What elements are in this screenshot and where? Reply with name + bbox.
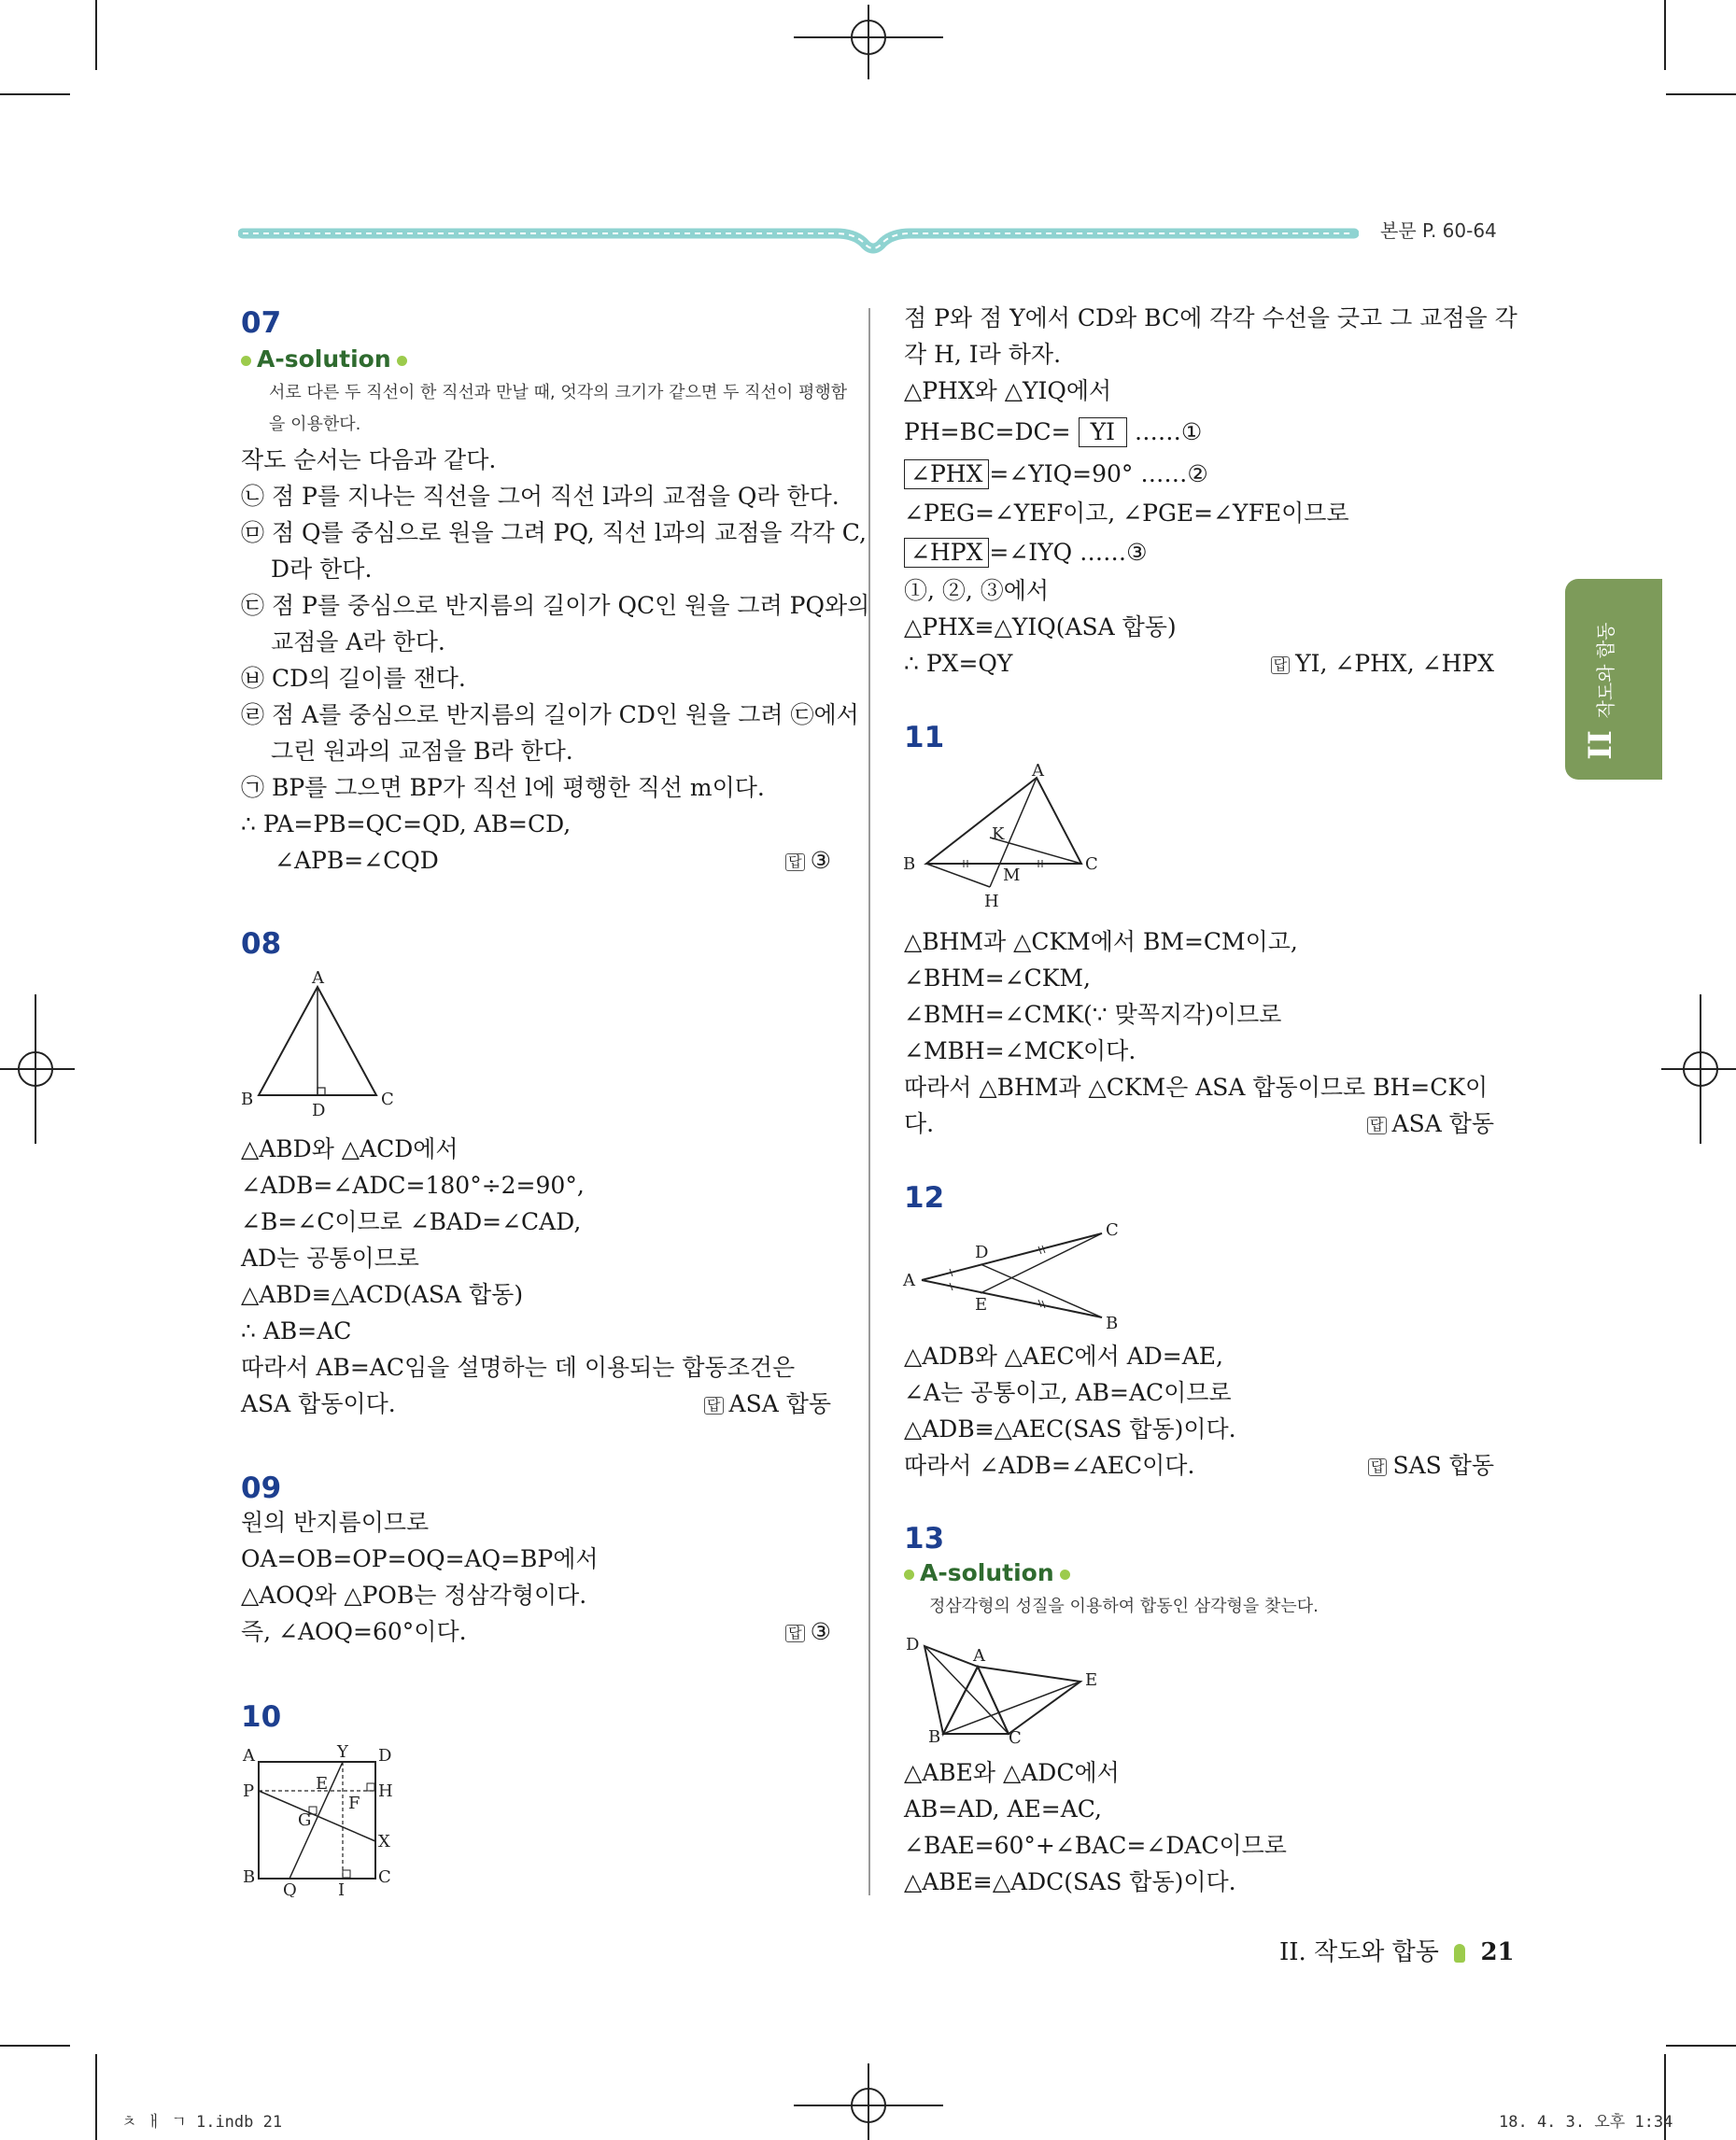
solution-line: ∠PEG=∠YEF이고, ∠PGE=∠YFE이므로 xyxy=(904,500,1349,527)
solution-line: ∠BAE=60°+∠BAC=∠DAC이므로 xyxy=(904,1832,1287,1859)
solution-line: ∠B=∠C이므로 ∠BAD=∠CAD, xyxy=(241,1208,582,1235)
blank-box: YI xyxy=(1079,417,1127,447)
figure-triangle-abc xyxy=(898,761,1104,915)
solution-line: PH=BC=DC= YI ……① xyxy=(904,418,1203,445)
label-p: P xyxy=(243,1781,255,1801)
label-k: K xyxy=(992,824,1005,844)
solution-line: ㉠ BP를 그으면 BP가 직선 l에 평행한 직선 m이다. xyxy=(241,774,765,801)
label-x: X xyxy=(378,1832,390,1851)
solution-line: 교점을 A라 한다. xyxy=(271,628,445,655)
page-number: 21 xyxy=(1480,1938,1515,1966)
registration-mark-bottom xyxy=(794,2063,943,2140)
problem-number: 08 xyxy=(241,927,282,961)
solution-line: ㉤ 점 Q를 중심으로 원을 그려 PQ, 직선 l과의 교점을 각각 C, xyxy=(241,519,867,546)
label-c: C xyxy=(381,1090,394,1109)
crop-mark xyxy=(0,2045,70,2047)
solution-line: ∴ PA=PB=QC=QD, AB=CD, xyxy=(241,810,572,838)
solution-line: 각 H, I라 하자. xyxy=(904,341,1062,368)
solution-line: △ADB와 △AEC에서 AD=AE, xyxy=(904,1343,1223,1370)
label-y: Y xyxy=(337,1742,348,1762)
blank-box: ∠HPX xyxy=(904,538,989,568)
label-m: M xyxy=(1003,866,1021,885)
print-file-info: ㅊ ㅐ ㄱ 1.indb 21 xyxy=(121,2113,283,2132)
solution-line: OA=OB=OP=OQ=AQ=BP에서 xyxy=(241,1545,599,1572)
label-i: I xyxy=(338,1880,346,1897)
answer: 답 SAS 합동 xyxy=(1326,1448,1494,1484)
label-e: E xyxy=(316,1774,329,1794)
solution-line: △PHX와 △YIQ에서 xyxy=(904,377,1112,404)
answer: 답 ③ xyxy=(728,843,831,879)
problem-number: 10 xyxy=(241,1700,282,1734)
solution-line: △ABE≡△ADC(SAS 합동)이다. xyxy=(904,1868,1236,1895)
solution-line: ㉢ 점 P를 중심으로 반지름의 길이가 QC인 원을 그려 PQ와의 xyxy=(241,592,870,619)
label-a: A xyxy=(312,968,324,988)
solution-line: △PHX≡△YIQ(ASA 합동) xyxy=(904,613,1177,641)
label-f: F xyxy=(348,1794,360,1813)
problem-number: 11 xyxy=(904,721,945,754)
a-solution-label: A-solution xyxy=(898,1559,1076,1586)
column-divider xyxy=(868,308,870,1895)
label-a: A xyxy=(903,1271,915,1290)
solution-line: AD는 공통이므로 xyxy=(241,1245,419,1272)
label-g: G xyxy=(298,1810,312,1830)
solution-line: AB=AD, AE=AC, xyxy=(904,1795,1102,1823)
solution-line: ①, ②, ③에서 xyxy=(904,577,1050,604)
solution-line: ∠BHM=∠CKM, xyxy=(904,964,1091,992)
solution-line: ∠A는 공통이고, AB=AC이므로 xyxy=(904,1379,1232,1406)
answer: 답 ③ xyxy=(728,1614,831,1650)
label-b: B xyxy=(243,1867,256,1887)
crop-mark xyxy=(1666,93,1736,95)
answer: 답 ASA 합동 xyxy=(1326,1106,1494,1142)
label-a: A xyxy=(1032,761,1044,781)
solution-line: 그린 원과의 교점을 B라 한다. xyxy=(271,738,573,765)
a-solution-label: A-solution xyxy=(235,345,413,373)
solution-line: △AOQ와 △POB는 정삼각형이다. xyxy=(241,1582,587,1609)
label-c: C xyxy=(1106,1220,1119,1240)
label-b: B xyxy=(928,1727,941,1747)
label-b: B xyxy=(1106,1314,1119,1333)
label-h: H xyxy=(984,892,999,911)
label-e: E xyxy=(975,1295,988,1315)
problem-number: 09 xyxy=(241,1471,282,1505)
registration-mark-top xyxy=(794,5,943,79)
label-c: C xyxy=(1009,1728,1022,1748)
a-solution-note: 서로 다른 두 직선이 한 직선과 만날 때, 엇각의 크기가 같으면 두 직선이 평행함 을 이용한다. xyxy=(269,383,848,434)
page-reference: 본문 P. 60-64 xyxy=(1380,219,1497,242)
label-d: D xyxy=(312,1101,326,1120)
solution-line: ∠APB=∠CQD xyxy=(275,847,439,874)
solution-line: 원의 반지름이므로 xyxy=(241,1509,430,1536)
problem-number: 12 xyxy=(904,1181,945,1215)
solution-line: ∴ PX=QY xyxy=(904,650,1013,677)
side-tab-numeral: II xyxy=(1581,730,1619,760)
label-e: E xyxy=(1085,1670,1098,1690)
label-d: D xyxy=(906,1635,920,1654)
crop-mark xyxy=(1664,0,1666,70)
crop-mark xyxy=(95,2054,97,2140)
figure-two-triangles xyxy=(898,1217,1122,1333)
solution-line: D라 한다. xyxy=(271,556,373,583)
solution-line: ㉥ CD의 길이를 잰다. xyxy=(241,665,466,692)
solution-line: ∠BMH=∠CMK(∵ 맞꼭지각)이므로 xyxy=(904,1001,1282,1028)
solution-line: 따라서 ∠ADB=∠AEC이다. xyxy=(904,1452,1195,1479)
label-q: Q xyxy=(283,1880,297,1897)
solution-line: ∠PHX =∠YIQ=90° ……② xyxy=(904,457,1208,492)
solution-line: ∠HPX =∠IYQ ……③ xyxy=(904,535,1148,570)
answer: 답 YI, ∠PHX, ∠HPX xyxy=(1233,646,1494,682)
solution-line: △ADB≡△AEC(SAS 합동)이다. xyxy=(904,1415,1236,1443)
solution-line: 작도 순서는 다음과 같다. xyxy=(241,446,497,473)
label-h: H xyxy=(378,1781,393,1801)
chapter-side-tab xyxy=(1565,579,1662,780)
header-band xyxy=(238,215,1359,271)
problem-number: 13 xyxy=(904,1522,945,1556)
solution-line: 따라서 △BHM과 △CKM은 ASA 합동이므로 BH=CK이 xyxy=(904,1074,1489,1101)
solution-line: 다. xyxy=(904,1110,935,1137)
solution-line: ∴ AB=AC xyxy=(241,1317,352,1345)
solution-line: △ABD와 △ACD에서 xyxy=(241,1135,459,1162)
figure-equilateral-triangles xyxy=(898,1629,1113,1751)
solution-line: △ABE와 △ADC에서 xyxy=(904,1759,1120,1786)
solution-line: 즉, ∠AOQ=60°이다. xyxy=(241,1618,467,1645)
crop-mark xyxy=(1666,2045,1736,2047)
solution-line: △ABD≡△ACD(ASA 합동) xyxy=(241,1281,524,1308)
print-timestamp: 18. 4. 3. 오후 1:34 xyxy=(1499,2113,1673,2132)
crop-mark xyxy=(0,93,70,95)
blank-box: ∠PHX xyxy=(904,459,989,489)
solution-line: ASA 합동이다. xyxy=(241,1390,396,1417)
label-c: C xyxy=(378,1867,391,1887)
label-c: C xyxy=(1085,854,1098,874)
label-d: D xyxy=(378,1746,392,1766)
solution-line: △BHM과 △CKM에서 BM=CM이고, xyxy=(904,928,1298,955)
label-a: A xyxy=(973,1646,985,1666)
figure-isosceles-triangle xyxy=(238,966,406,1125)
solution-line: ㉡ 점 P를 지나는 직선을 그어 직선 l과의 교점을 Q라 한다. xyxy=(241,483,840,510)
solution-line: ∠MBH=∠MCK이다. xyxy=(904,1037,1136,1064)
solution-line: ㉣ 점 A를 중심으로 반지름의 길이가 CD인 원을 그려 ㉢에서 xyxy=(241,701,859,728)
figure-square xyxy=(238,1739,406,1897)
answer: 답 ASA 합동 xyxy=(672,1387,831,1422)
problem-number: 07 xyxy=(241,306,282,340)
label-b: B xyxy=(241,1090,254,1109)
a-solution-note: 정삼각형의 성질을 이용하여 합동인 삼각형을 찾는다. xyxy=(929,1597,1319,1616)
solution-line: 따라서 AB=AC임을 설명하는 데 이용되는 합동조건은 xyxy=(241,1354,796,1381)
footer-chapter: II. 작도와 합동 21 xyxy=(1279,1938,1515,1966)
label-b: B xyxy=(903,854,916,874)
solution-line: 점 P와 점 Y에서 CD와 BC에 각각 수선을 긋고 그 교점을 각 xyxy=(904,304,1517,331)
registration-mark-left xyxy=(0,994,75,1144)
solution-line: ∠ADB=∠ADC=180°÷2=90°, xyxy=(241,1172,585,1199)
registration-mark-right xyxy=(1661,994,1736,1144)
label-d: D xyxy=(975,1243,989,1262)
label-a: A xyxy=(243,1746,255,1766)
lightbulb-icon xyxy=(1454,1944,1465,1963)
crop-mark xyxy=(95,0,97,70)
side-tab-label: 작도와 합동 xyxy=(1594,622,1617,719)
